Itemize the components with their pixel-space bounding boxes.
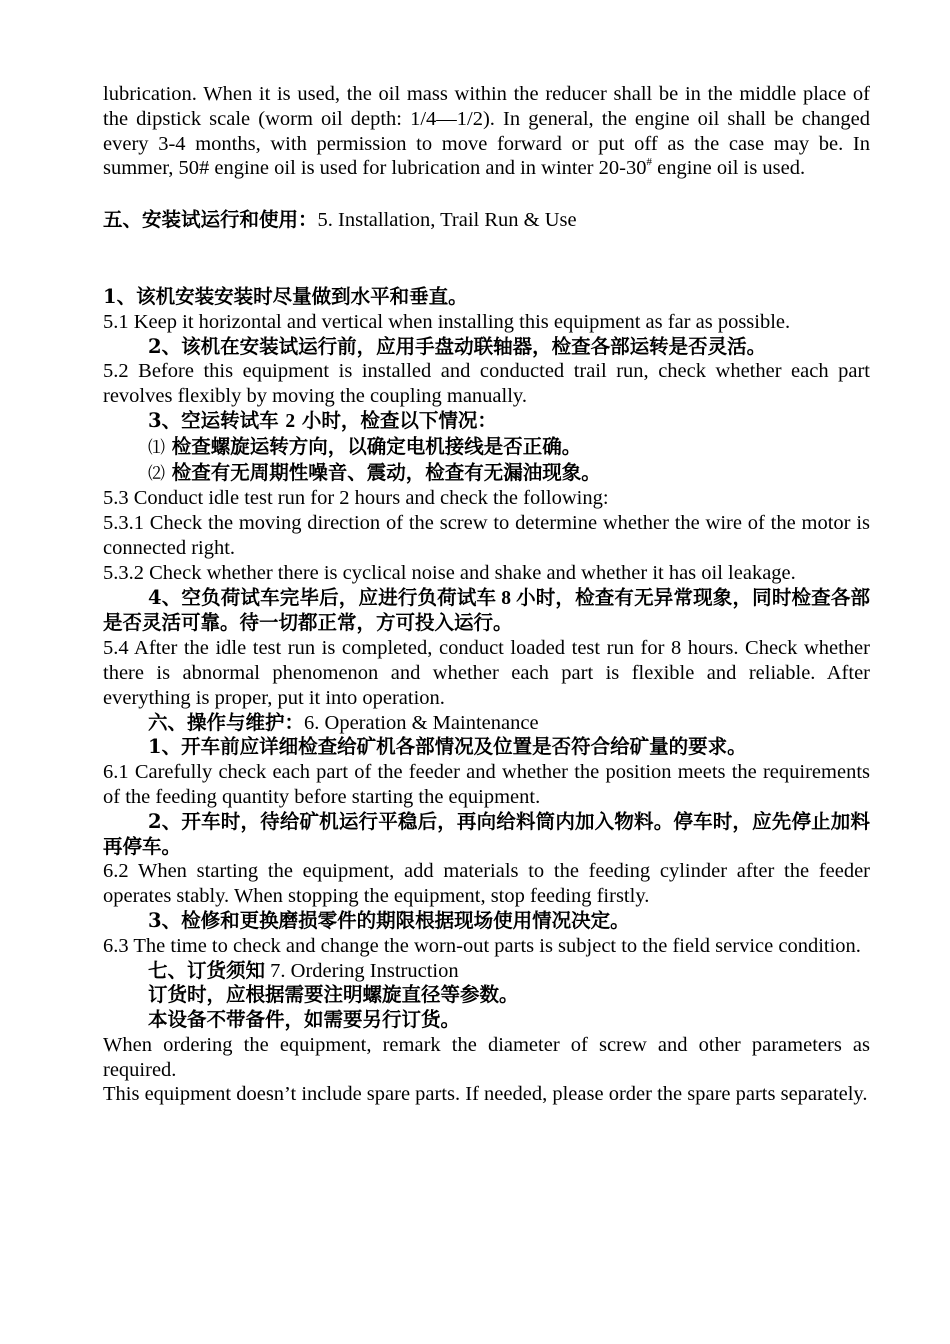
section5-heading-en: 5. Installation, Trail Run & Use — [317, 209, 577, 232]
item-5-3-en: 5.3 Conduct idle test run for 2 hours and check the following: — [103, 487, 609, 510]
order-line-1-cn: 订货时，应根据需要注明螺旋直径等参数。 — [148, 983, 519, 1007]
item-6-2-en: 6.2 When starting the equipment, add materials to the feeding cylinder after the feeder operates stably. When stopping the equipment, stop feeding firstly. — [103, 860, 870, 908]
list-mark: ⑴ — [148, 437, 165, 458]
item-5-2-en: 5.2 Before this equipment is installed and conducted trail run, check whether each part revolves flexibly by moving the coupling manually. — [103, 360, 870, 408]
section7-heading-cn: 七、订货须知 — [148, 958, 266, 982]
item-5-4-en: 5.4 After the idle test run is completed, conduct loaded test run for 8 hours. Check whether there is abnormal phenomenon and whether each part is flexible and reliable. After everything is proper, put it into operation. — [103, 637, 870, 709]
section5-heading — [103, 208, 870, 233]
intro-text-end: engine oil is used. — [651, 157, 806, 180]
section6-heading — [103, 711, 870, 736]
item-5-2-cn: 2、该机在安装试运行前，应用手盘动联轴器，检查各部运转是否灵活。 — [148, 334, 767, 358]
item-5-1-cn: 1、该机安装安装时尽量做到水平和垂直。 — [103, 284, 468, 308]
item-5-1-en: 5.1 Keep it horizontal and vertical when installing this equipment as far as possible. — [103, 310, 791, 333]
intro-text: lubrication. When it is used, the oil mass within the reducer shall be in the middle place of the dipstick scale (worm oil depth: 1/4—1/2). In general, the engine oil shall be changed every 3-4 months, with permission to move forward or put off as the case may be. In summer, 50# engine oil is used for lubrication and in winter 20-30 — [103, 83, 870, 180]
section7-heading-en: 7. Ordering Instruction — [270, 959, 459, 982]
item-5-3-1-en: 5.3.1 Check the moving direction of the screw to determine whether the wire of the motor is connected right. — [103, 512, 870, 559]
item-5-3-2-en: 5.3.2 Check whether there is cyclical noise and shake and whether it has oil leakage. — [103, 561, 796, 584]
intro-paragraph — [103, 82, 870, 181]
item-6-1-en: 6.1 Carefully check each part of the feeder and whether the position meets the requirements of the feeding quantity before starting the equipment. — [103, 761, 870, 808]
section5-heading-cn: 五、安装试运行和使用： — [103, 208, 318, 232]
list-mark: ⑵ — [148, 463, 165, 484]
item-6-3-cn: 3、检修和更换磨损零件的期限根据现场使用情况决定。 — [148, 908, 630, 932]
document-page — [103, 82, 870, 1107]
item-6-1-cn: 1、开车前应详细检查给矿机各部情况及位置是否符合给矿量的要求。 — [148, 735, 747, 759]
item-5-3-1-cn: ⑴ 检查螺旋运转方向，以确定电机接线是否正确。 — [148, 434, 582, 458]
order-line-2-en: This equipment doesn’t include spare parts. If needed, please order the spare parts separately. — [103, 1083, 868, 1106]
item-5-4-cn: 4、空负荷试车完毕后，应进行负荷试车 8 小时，检查有无异常现象，同时检查各部是否灵活可靠。待一切都正常，方可投入运行。 — [103, 585, 871, 635]
section7-heading — [103, 959, 870, 984]
order-line-2-cn: 本设备不带备件，如需要另行订货。 — [148, 1008, 461, 1032]
superscript-mark: # — [646, 156, 652, 169]
order-line-1-en: When ordering the equipment, remark the diameter of screw and other parameters as required. — [103, 1033, 870, 1081]
item-6-2-cn: 2、开车时，待给矿机运行平稳后，再向给料筒内加入物料。停车时，应先停止加料再停车。 — [103, 809, 870, 858]
item-5-3-cn: 3、空运转试车 2 小时，检查以下情况： — [148, 408, 497, 432]
item-6-3-en: 6.3 The time to check and change the worn-out parts is subject to the field service condition. — [103, 934, 861, 957]
item-5-3-2-cn: ⑵ 检查有无周期性噪音、震动，检查有无漏油现象。 — [148, 460, 601, 484]
section6-heading-en: 6. Operation & Maintenance — [304, 711, 539, 734]
section6-heading-cn: 六、操作与维护： — [148, 710, 305, 734]
